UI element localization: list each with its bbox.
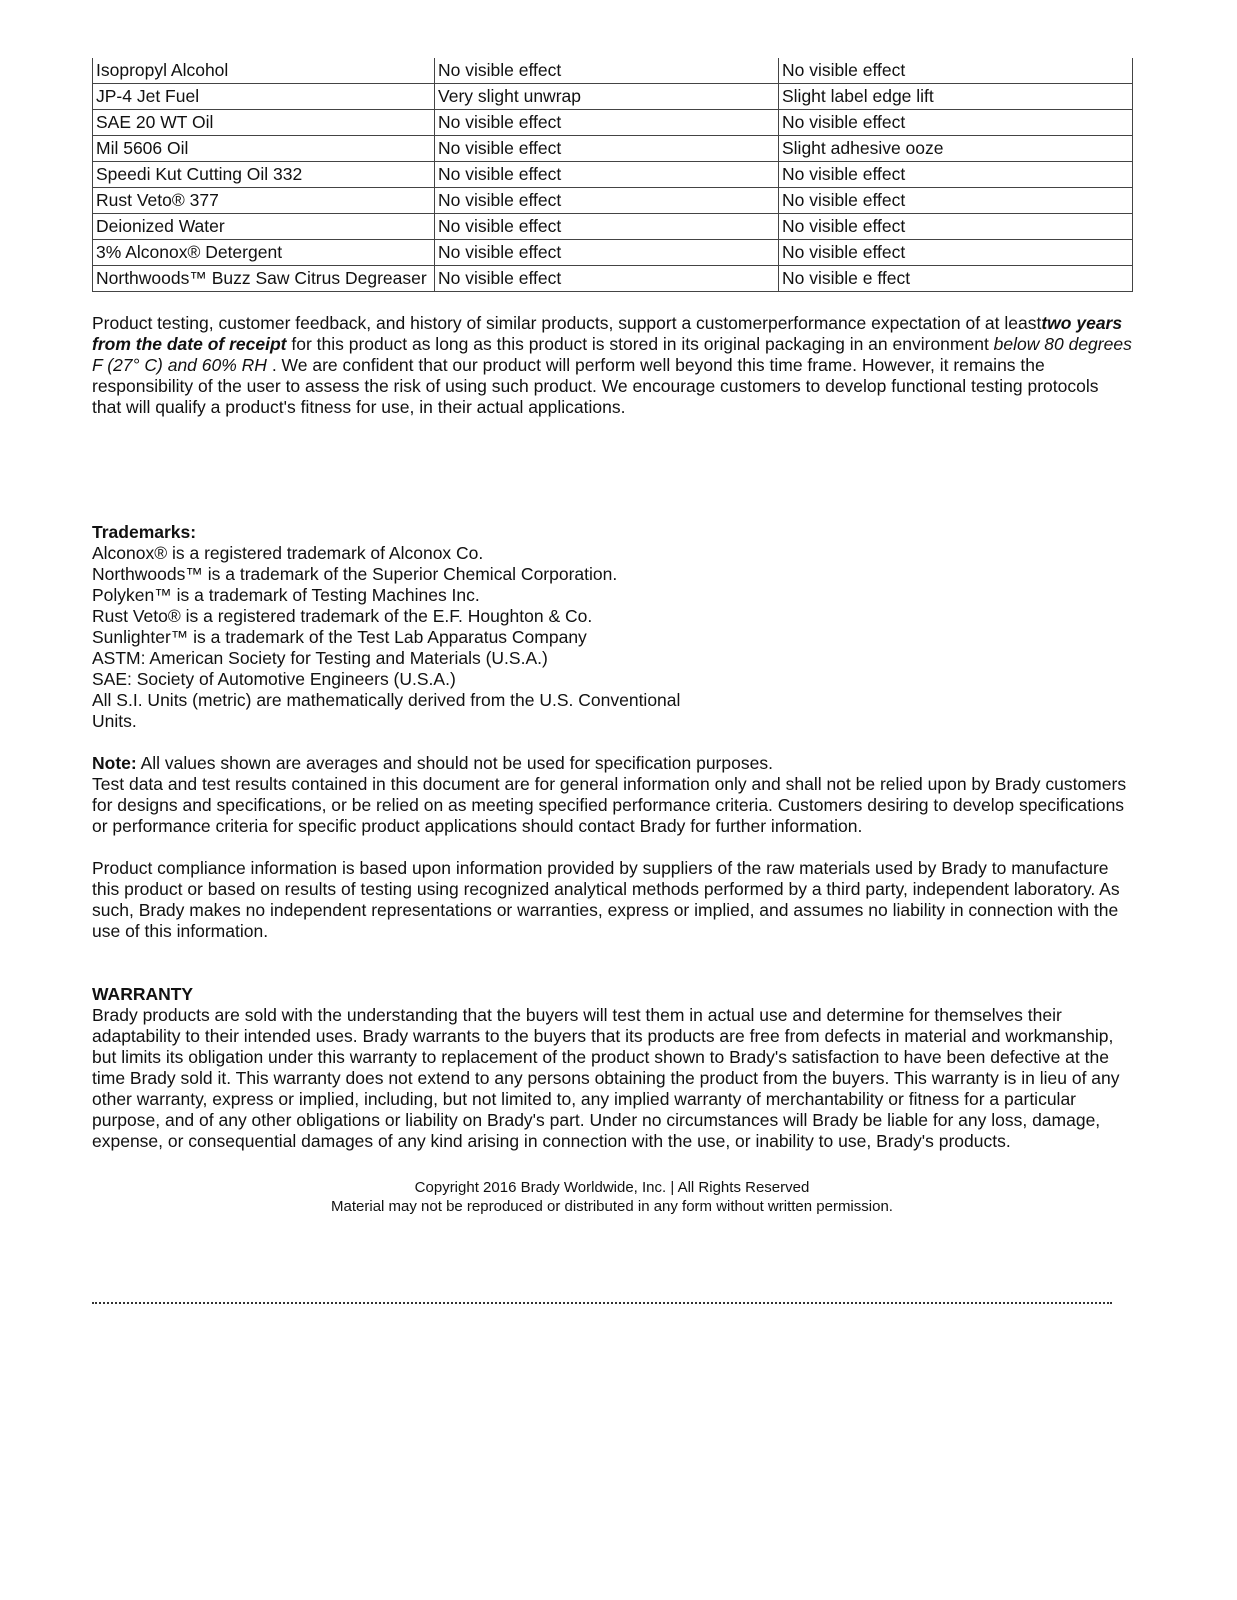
result-cell: No visible effect xyxy=(779,58,1133,84)
chemical-name-cell: Speedi Kut Cutting Oil 332 xyxy=(93,162,435,188)
performance-emphasis: two years from the date of receipt xyxy=(92,313,1123,354)
compliance-paragraph: Product compliance information is based upon information provided by suppliers of the raw materials used by Brady to manufacture this product or based on results of testing using recognized analytical methods performed by a third party, independent laboratory. As such, Brady makes no independent representations or warranties, express or implied, and assumes no liability in connection with the use of this information. xyxy=(92,858,1120,941)
page-divider xyxy=(92,1302,1112,1304)
chemical-name-cell: Isopropyl Alcohol xyxy=(93,58,435,84)
performance-text-2: for this product as long as this product is stored in its original packaging in an environment xyxy=(286,334,994,354)
trademarks-heading: Trademarks: xyxy=(92,522,197,542)
result-cell: No visible effect xyxy=(435,214,779,240)
result-cell: No visible effect xyxy=(779,214,1133,240)
chemical-name-cell: JP-4 Jet Fuel xyxy=(93,84,435,110)
table-row xyxy=(93,240,1133,266)
result-cell: No visible effect xyxy=(435,58,779,84)
note-section xyxy=(92,753,1132,837)
trademark-line: Rust Veto® is a registered trademark of the E.F. Houghton & Co. xyxy=(92,606,593,626)
table-row xyxy=(93,188,1133,214)
result-cell: No visible effect xyxy=(435,110,779,136)
note-summary: All values shown are averages and should not be used for specification purposes. xyxy=(136,753,773,773)
table-row xyxy=(93,110,1133,136)
table-row xyxy=(93,58,1133,84)
result-cell: No visible effect xyxy=(779,188,1133,214)
result-cell: No visible effect xyxy=(779,240,1133,266)
chemical-name-cell: 3% Alconox® Detergent xyxy=(93,240,435,266)
permission-line: Material may not be reproduced or distributed in any form without written permission. xyxy=(331,1198,893,1215)
result-cell: No visible effect xyxy=(779,110,1133,136)
trademark-line: Units. xyxy=(92,711,137,731)
table-row xyxy=(93,84,1133,110)
note-body: Test data and test results contained in this document are for general information only and shall not be relied upon by Brady customers for designs and specifications, or be relied on as meeting specified performance criteria. Customers desiring to develop specifications or performance criteria for specific product applications should contact Brady for further information. xyxy=(92,774,1127,836)
result-cell: No visible e ffect xyxy=(779,266,1133,292)
trademark-line: All S.I. Units (metric) are mathematically derived from the U.S. Conventional xyxy=(92,690,681,710)
document-body xyxy=(92,58,1132,1216)
result-cell: Very slight unwrap xyxy=(435,84,779,110)
trademark-line: Sunlighter™ is a trademark of the Test Lab Apparatus Company xyxy=(92,627,587,647)
chemical-name-cell: SAE 20 WT Oil xyxy=(93,110,435,136)
trademark-line: Alconox® is a registered trademark of Alconox Co. xyxy=(92,543,484,563)
performance-text-1: Product testing, customer feedback, and history of similar products, support a customerperformance expectation of at least xyxy=(92,313,1042,333)
trademark-line: SAE: Society of Automotive Engineers (U.S.A.) xyxy=(92,669,456,689)
result-cell: No visible effect xyxy=(435,240,779,266)
trademarks-list xyxy=(92,543,1132,732)
table-row xyxy=(93,162,1133,188)
storage-conditions: below 80 degrees F (27° C) and 60% RH xyxy=(92,334,1132,375)
result-cell: No visible effect xyxy=(435,266,779,292)
trademark-line: Northwoods™ is a trademark of the Superior Chemical Corporation. xyxy=(92,564,618,584)
warranty-body: Brady products are sold with the understanding that the buyers will test them in actual use and determine for themselves their adaptability to their intended uses. Brady warrants to the buyers that its products are free from defects in material and workmanship, but limits its obligation under this warranty to replacement of the product shown to Brady's satisfaction to have been defective at the time Brady sold it. This warranty does not extend to any persons obtaining the product from the buyers. This warranty is in lieu of any other warranty, express or implied, including, but not limited to, any implied warranty of merchantability or fitness for a particular purpose, and of any other obligations or liability on Brady's part. Under no circumstances will Brady be liable for any loss, damage, expense, or consequential damages of any kind arising in connection with the use, or inability to use, Brady's products. xyxy=(92,1005,1120,1151)
chemical-name-cell: Mil 5606 Oil xyxy=(93,136,435,162)
result-cell: No visible effect xyxy=(779,162,1133,188)
table-row xyxy=(93,214,1133,240)
result-cell: Slight label edge lift xyxy=(779,84,1133,110)
performance-paragraph xyxy=(92,313,1132,418)
trademark-line: Polyken™ is a trademark of Testing Machines Inc. xyxy=(92,585,480,605)
chemical-name-cell: Northwoods™ Buzz Saw Citrus Degreaser xyxy=(93,266,435,292)
result-cell: No visible effect xyxy=(435,162,779,188)
table-row xyxy=(93,136,1133,162)
result-cell: Slight adhesive ooze xyxy=(779,136,1133,162)
table-row xyxy=(93,266,1133,292)
chemical-resistance-table xyxy=(92,58,1133,292)
trademark-line: ASTM: American Society for Testing and Materials (U.S.A.) xyxy=(92,648,548,668)
chemical-name-cell: Rust Veto® 377 xyxy=(93,188,435,214)
copyright-line: Copyright 2016 Brady Worldwide, Inc. | All Rights Reserved xyxy=(414,1179,810,1196)
result-cell: No visible effect xyxy=(435,136,779,162)
note-first-line xyxy=(92,753,1132,774)
chemical-table-body xyxy=(93,58,1133,292)
performance-text-3: . We are confident that our product will perform well beyond this time frame. However, it remains the responsibility of the user to assess the risk of using such product. We encourage customers to develop functional testing protocols that will qualify a product's fitness for use, in their actual applications. xyxy=(92,355,1099,417)
result-cell: No visible effect xyxy=(435,188,779,214)
copyright-footer xyxy=(92,1178,1132,1216)
chemical-name-cell: Deionized Water xyxy=(93,214,435,240)
warranty-heading: WARRANTY xyxy=(92,984,194,1004)
note-label: Note: xyxy=(92,753,137,773)
